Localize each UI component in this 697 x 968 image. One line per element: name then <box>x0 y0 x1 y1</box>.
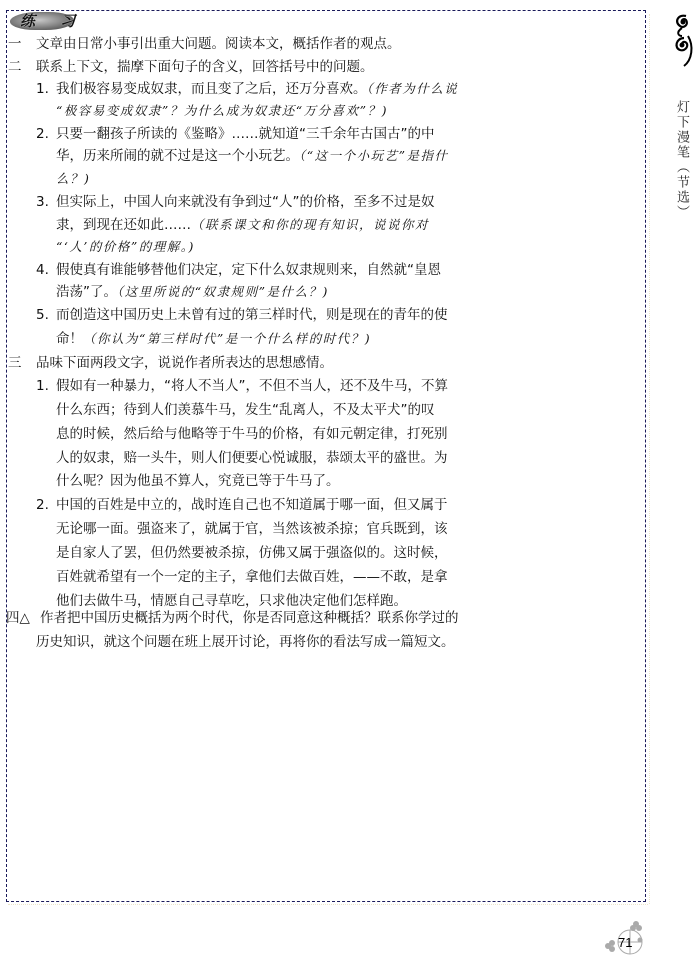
question-text: 作者把中国历史概括为两个时代，你是否同意这种概括？联系你学过的 <box>40 610 459 626</box>
item-number: 3. <box>36 194 49 210</box>
question-number: 二 <box>8 59 22 75</box>
item-number: 1. <box>36 378 49 394</box>
item-text: 隶，到现在还如此……（联系课文和你的现有知识，说说你对 <box>56 217 430 233</box>
question-number: 三 <box>8 355 22 371</box>
item-note: “极容易变成奴隶”？为什么成为奴隶还“万分喜欢”？) <box>56 103 388 118</box>
passage-line: 中国的百姓是中立的，战时连自己也不知道属于哪一面，但又属于 <box>56 497 448 513</box>
item-number: 4. <box>36 262 49 278</box>
passage-line: 人的奴隶，赔一头牛，则人们便要心悦诚服，恭颂太平的盛世。为 <box>56 450 448 466</box>
lesson-title: 灯下漫笔（节选） <box>674 100 689 220</box>
item-text: 只要一翻孩子所读的《鉴略》……就知道“三千余年古国古”的中 <box>56 126 435 142</box>
frame-shadow-right <box>649 14 653 904</box>
ornament-icon <box>672 12 694 70</box>
item-number: 2. <box>36 126 49 142</box>
item-text: 华，历来所闹的就不过是这一个小玩艺。（“这一个小玩艺”是指什 <box>56 148 449 164</box>
passage-line: 什么呢？因为他虽不算人，究竟已等于牛马了。 <box>56 473 340 489</box>
question-text: 联系上下文，揣摩下面句子的含义，回答括号中的问题。 <box>36 59 374 75</box>
question-text: 文章由日常小事引出重大问题。阅读本文，概括作者的观点。 <box>36 36 401 52</box>
passage-line: 假如有一种暴力，“将人不当人”，不但不当人，还不及牛马，不算 <box>56 378 448 394</box>
question-number: 四△ <box>6 610 30 626</box>
item-number: 2. <box>36 497 49 513</box>
item-note: “‘人’的价格”的理解。) <box>56 239 195 254</box>
passage-line: 息的时候，然后给与他略等于牛马的价格，有如元朝定律，打死别 <box>56 426 448 442</box>
item-note: 么？) <box>56 171 91 186</box>
item-text: 我们极容易变成奴隶，而且变了之后，还万分喜欢。（作者为什么说 <box>56 81 459 97</box>
frame-shadow-bottom <box>8 904 648 909</box>
item-text: 浩荡”了。（这里所说的“奴隶规则”是什么？) <box>56 284 329 300</box>
question-number: 一 <box>8 36 22 52</box>
page-number: 71 <box>618 935 633 950</box>
item-text: 但实际上，中国人向来就没有争到过“人”的价格，至多不过是奴 <box>56 194 435 210</box>
question-text: 历史知识，就这个问题在班上展开讨论，再将你的看法写成一篇短文。 <box>36 634 455 650</box>
passage-line: 百姓就希望有一个一定的主子，拿他们去做百姓，——不敢，是拿 <box>56 569 448 585</box>
section-badge: 练 习 <box>20 12 86 30</box>
passage-line: 无论哪一面。强盗来了，就属于官，当然该被杀掠；官兵既到，该 <box>56 521 448 537</box>
item-number: 1. <box>36 81 49 97</box>
item-text: 命！（你认为“第三样时代”是一个什么样的时代？) <box>56 331 372 347</box>
passage-line: 他们去做牛马，情愿自己寻草吃，只求他决定他们怎样跑。 <box>56 593 407 609</box>
item-number: 5. <box>36 307 49 323</box>
passage-line: 什么东西；待到人们羡慕牛马，发生“乱离人，不及太平犬”的叹 <box>56 402 435 418</box>
item-text: 假使真有谁能够替他们决定，定下什么奴隶规则来，自然就“皇恩 <box>56 262 441 278</box>
question-text: 品味下面两段文字，说说作者所表达的思想感情。 <box>36 355 333 371</box>
item-text: 而创造这中国历史上未曾有过的第三样时代，则是现在的青年的使 <box>56 307 448 323</box>
passage-line: 是自家人了罢，但仍然要被杀掠，仿佛又属于强盗似的。这时候， <box>56 545 448 561</box>
